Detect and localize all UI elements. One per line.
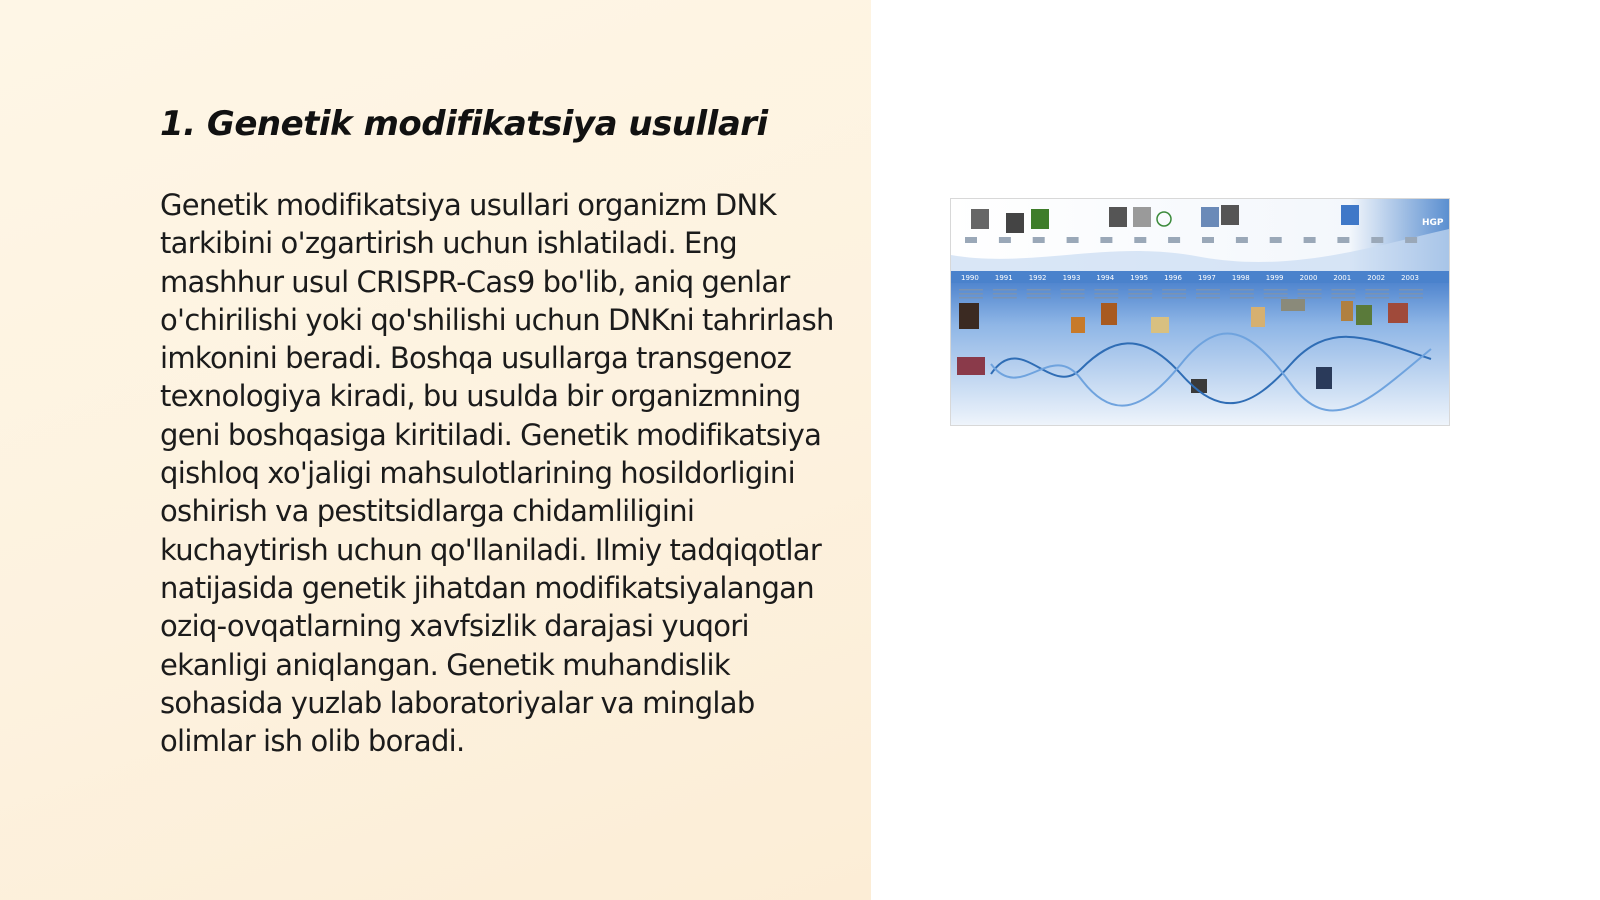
timeline-caption-line xyxy=(1365,289,1389,291)
timeline-year-label: 1995 xyxy=(1130,274,1149,282)
timeline-caption-line xyxy=(1196,289,1220,291)
timeline-caption-line xyxy=(1331,293,1355,295)
timeline-caption-line xyxy=(1027,289,1051,291)
timeline-caption-line xyxy=(1264,293,1288,295)
slide-body-text: Genetik modifikatsiya usullari organizm DNK tarkibini o'zgartirish uchun ishlatiladi. Eng mashhur usul CRISPR-Cas9 bo'lib, aniq genlar o'chirilishi yoki qo'shilishi uchun DNKni tahrirlash imkonini beradi. Boshqa usullarga transgenoz texnologiya kiradi, bu usulda bir organizmning geni boshqasiga kiritiladi. Genetik modifikatsiya qishloq xo'jaligi mahsulotlarining hosildorligini oshirish va pestitsidlarga chidamliligini kuchaytirish uchun qo'llaniladi. Ilmiy tadqiqotlar natijasida genetik jihatdan modifikatsiyalangan oziq-ovqatlarning xavfsizlik darajasi yuqori ekanligi aniqlangan. Genetik muhandislik sohasida yuzlab laboratoriyalar va minglab olimlar ish olib boradi. xyxy=(160,188,834,759)
hgp-logo: HGP xyxy=(1422,218,1444,228)
timeline-caption-line xyxy=(1331,297,1355,299)
header-caption-block xyxy=(999,237,1011,243)
timeline-year-label: 2002 xyxy=(1367,274,1386,282)
timeline-caption-line xyxy=(1365,297,1389,299)
header-icon-thumbnail xyxy=(1221,205,1239,225)
timeline-caption-line xyxy=(1399,297,1423,299)
timeline-photo-thumbnail xyxy=(1388,303,1408,323)
timeline-caption-line xyxy=(1162,293,1186,295)
timeline-caption-line xyxy=(1128,289,1152,291)
timeline-caption-line xyxy=(1027,293,1051,295)
header-icon-thumbnail xyxy=(971,209,989,229)
timeline-caption-line xyxy=(1230,293,1254,295)
header-caption-block xyxy=(1405,237,1417,243)
header-icon-thumbnail xyxy=(1133,207,1151,227)
timeline-caption-line xyxy=(1162,297,1186,299)
timeline-caption-line xyxy=(1399,289,1423,291)
header-icon-thumbnail xyxy=(1006,213,1024,233)
timeline-photo-thumbnail xyxy=(1281,299,1305,311)
image-panel xyxy=(871,0,1600,900)
header-caption-block xyxy=(1270,237,1282,243)
timeline-caption-line xyxy=(1196,297,1220,299)
timeline-caption-line xyxy=(1264,289,1288,291)
header-icon-thumbnail xyxy=(1341,205,1359,225)
timeline-caption-line xyxy=(1230,289,1254,291)
timeline-caption-line xyxy=(959,289,983,291)
header-caption-block xyxy=(1067,237,1079,243)
timeline-year-label: 1996 xyxy=(1164,274,1182,282)
timeline-caption-line xyxy=(959,293,983,295)
timeline-year-label: 1994 xyxy=(1096,274,1115,282)
timeline-photo-thumbnail xyxy=(1101,303,1117,325)
timeline-caption-line xyxy=(993,297,1017,299)
timeline-caption-line xyxy=(1230,297,1254,299)
timeline-year-label: 2003 xyxy=(1401,274,1419,282)
timeline-year-label: 1999 xyxy=(1265,274,1284,282)
header-icon-thumbnail xyxy=(1201,207,1219,227)
timeline-year-label: 1997 xyxy=(1198,274,1216,282)
timeline-photo-thumbnail xyxy=(1356,305,1372,325)
timeline-year-label: 1993 xyxy=(1062,274,1081,282)
timeline-caption-line xyxy=(1399,293,1423,295)
header-icon-thumbnail xyxy=(1031,209,1049,229)
genome-timeline-image xyxy=(950,198,1450,426)
timeline-caption-line xyxy=(1061,289,1085,291)
timeline-caption-line xyxy=(1365,293,1389,295)
timeline-caption-line xyxy=(1094,297,1118,299)
timeline-caption-line xyxy=(1027,297,1051,299)
header-caption-block xyxy=(1168,237,1180,243)
timeline-year-label: 1998 xyxy=(1231,274,1250,282)
timeline-year-label: 1992 xyxy=(1028,274,1047,282)
header-caption-block xyxy=(965,237,977,243)
timeline-year-label: 2000 xyxy=(1299,274,1318,282)
header-icon-thumbnail xyxy=(1109,207,1127,227)
timeline-photo-thumbnail xyxy=(1151,317,1169,333)
timeline-caption-line xyxy=(1094,289,1118,291)
timeline-caption-line xyxy=(1331,289,1355,291)
timeline-caption-line xyxy=(1298,293,1322,295)
timeline-caption-line xyxy=(1061,297,1085,299)
timeline-caption-line xyxy=(993,289,1017,291)
timeline-caption-line xyxy=(1128,297,1152,299)
timeline-caption-line xyxy=(1264,297,1288,299)
timeline-caption-line xyxy=(1298,289,1322,291)
timeline-photo-thumbnail xyxy=(1316,367,1332,389)
header-caption-block xyxy=(1236,237,1248,243)
timeline-caption-line xyxy=(1298,297,1322,299)
header-caption-block xyxy=(1100,237,1112,243)
header-caption-block xyxy=(1202,237,1214,243)
timeline-photo-thumbnail xyxy=(1341,301,1353,321)
timeline-caption-line xyxy=(959,297,983,299)
timeline-year-label: 2001 xyxy=(1333,274,1352,282)
slide-title: 1. Genetik modifikatsiya usullari xyxy=(160,104,768,144)
timeline-photo-thumbnail xyxy=(959,303,979,329)
timeline-graphic xyxy=(951,199,1449,425)
timeline-caption-line xyxy=(993,293,1017,295)
timeline-caption-line xyxy=(1128,293,1152,295)
timeline-caption-line xyxy=(1061,293,1085,295)
timeline-year-label: 1990 xyxy=(961,274,979,282)
timeline-caption-line xyxy=(1162,289,1186,291)
header-caption-block xyxy=(1337,237,1349,243)
header-caption-block xyxy=(1304,237,1316,243)
timeline-photo-thumbnail xyxy=(957,357,985,375)
header-caption-block xyxy=(1371,237,1383,243)
timeline-caption-line xyxy=(1196,293,1220,295)
timeline-photo-thumbnail xyxy=(1071,317,1085,333)
header-caption-block xyxy=(1033,237,1045,243)
timeline-caption-line xyxy=(1094,293,1118,295)
timeline-photo-thumbnail xyxy=(1251,307,1265,327)
timeline-year-label: 1991 xyxy=(994,274,1013,282)
header-caption-block xyxy=(1134,237,1146,243)
